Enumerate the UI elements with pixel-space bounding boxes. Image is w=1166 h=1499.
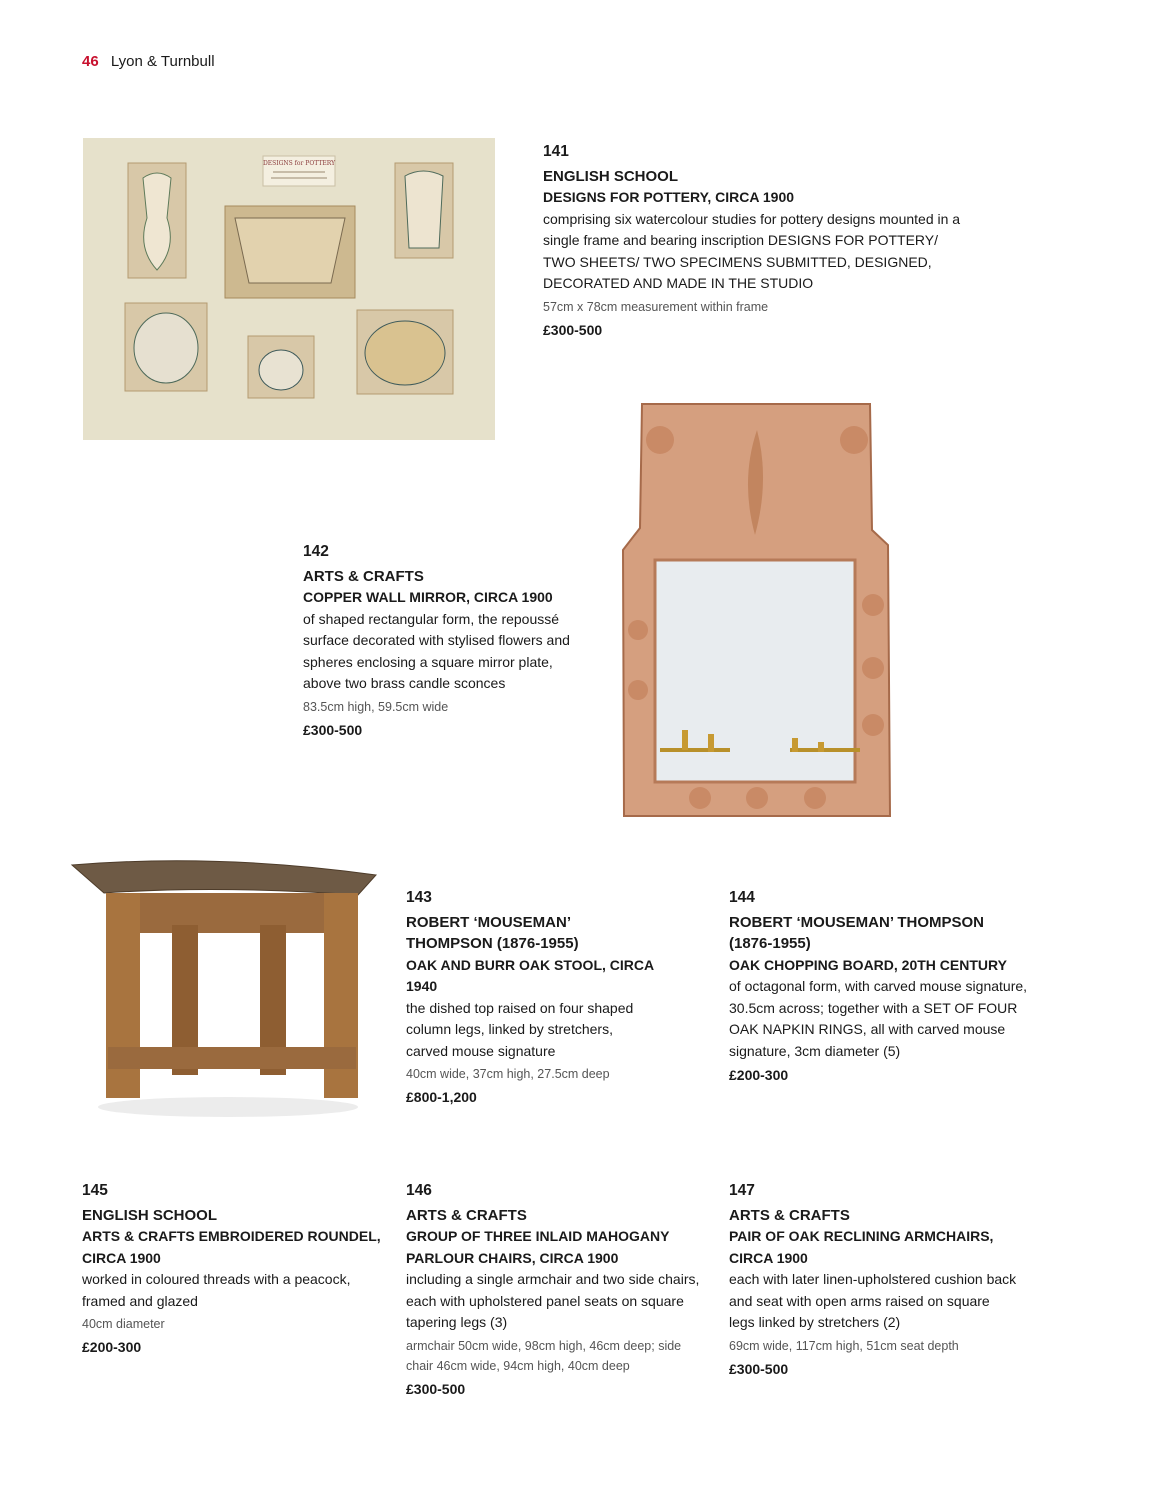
lot-dimensions: 69cm wide, 117cm high, 51cm seat depth xyxy=(729,1338,959,1353)
lot-dimensions: 57cm x 78cm measurement within frame xyxy=(543,299,769,314)
lot-description: of octagonal form, with carved mouse signature, 30.5cm across; together with a SET OF FOUR OAK NAPKIN RINGS, all with carved mouse signature, 3cm diameter (5) xyxy=(729,978,1028,1059)
lot-142-image xyxy=(620,400,895,820)
lot-number: 147 xyxy=(729,1182,755,1199)
publisher-name: Lyon & Turnbull xyxy=(110,53,215,70)
lot-description: each with later linen-upholstered cushion back and seat with open arms raised on square legs linked by stretchers (2) xyxy=(729,1271,1017,1330)
lot-estimate: £300-500 xyxy=(543,321,603,338)
lot-dimensions: 83.5cm high, 59.5cm wide xyxy=(303,699,449,714)
lot-title: ARTS & CRAFTS EMBROIDERED ROUNDEL, CIRCA 1900 xyxy=(82,1228,381,1266)
lot-artist: ROBERT ‘MOUSEMAN’ THOMPSON (1876-1955) xyxy=(729,913,985,952)
lot-description: comprising six watercolour studies for pottery designs mounted in a single frame and bearing inscription DESIGNS FOR POTTERY/ TWO SHEETS/ TWO SPECIMENS SUBMITTED, DESIGNED, DECORATED AND MADE IN THE STUDIO xyxy=(543,210,961,291)
lot-title: COPPER WALL MIRROR, CIRCA 1900 xyxy=(303,589,553,605)
lot-artist: ARTS & CRAFTS xyxy=(303,567,424,585)
lot-estimate: £300-500 xyxy=(303,721,363,738)
lot-artist: ARTS & CRAFTS xyxy=(406,1206,527,1224)
lot-145 xyxy=(82,1180,387,1359)
lot-description: of shaped rectangular form, the repoussé surface decorated with stylised flowers and spheres enclosing a square mirror plate, above two brass candle sconces xyxy=(303,610,570,691)
lot-title: PAIR OF OAK RECLINING ARMCHAIRS, CIRCA 1900 xyxy=(729,1228,994,1266)
lot-artist: ARTS & CRAFTS xyxy=(729,1206,850,1224)
lot-dimensions: 40cm wide, 37cm high, 27.5cm deep xyxy=(406,1067,610,1081)
lot-title: OAK AND BURR OAK STOOL, CIRCA 1940 xyxy=(406,956,654,994)
lot-estimate: £200-300 xyxy=(729,1067,789,1083)
lot-dimensions: 40cm diameter xyxy=(82,1317,165,1331)
lot-number: 145 xyxy=(82,1182,108,1199)
lot-artist: ENGLISH SCHOOL xyxy=(82,1206,218,1224)
lot-dimensions: armchair 50cm wide, 98cm high, 46cm deep; side chair 46cm wide, 94cm high, 40cm deep xyxy=(406,1338,682,1373)
lot-142 xyxy=(303,541,588,741)
page-header xyxy=(82,53,215,70)
lot-title: GROUP OF THREE INLAID MAHOGANY PARLOUR CHAIRS, CIRCA 1900 xyxy=(406,1228,670,1266)
lot-146 xyxy=(406,1180,706,1400)
lot-estimate: £300-500 xyxy=(406,1380,466,1397)
lot-artist: ENGLISH SCHOOL xyxy=(543,167,679,185)
lot-description: including a single armchair and two side chairs, each with upholstered panel seats on square tapering legs (3) xyxy=(406,1271,700,1330)
lot-description: the dished top raised on four shaped column legs, linked by stretchers, carved mouse signature xyxy=(406,999,634,1059)
pottery-card-text: DESIGNS for POTTERY xyxy=(262,160,336,167)
lot-number: 146 xyxy=(406,1182,432,1199)
lot-title: DESIGNS FOR POTTERY, CIRCA 1900 xyxy=(543,189,795,205)
lot-estimate: £300-500 xyxy=(729,1360,789,1377)
lot-artist: ROBERT ‘MOUSEMAN’ THOMPSON (1876-1955) xyxy=(406,913,579,952)
lot-number: 143 xyxy=(406,889,432,906)
lot-title: OAK CHOPPING BOARD, 20TH CENTURY xyxy=(729,956,1007,973)
lot-estimate: £800-1,200 xyxy=(406,1089,477,1105)
lot-number: 141 xyxy=(543,143,569,160)
lot-141-image xyxy=(83,138,495,440)
lot-number: 144 xyxy=(729,889,755,906)
lot-144 xyxy=(729,887,1029,1087)
lot-estimate: £200-300 xyxy=(82,1339,142,1355)
lot-description: worked in coloured threads with a peacock, framed and glazed xyxy=(82,1271,351,1309)
lot-141 xyxy=(543,141,963,341)
page-number: 46 xyxy=(82,53,99,70)
lot-number: 142 xyxy=(303,543,329,560)
lot-143-image xyxy=(68,855,380,1120)
lot-143 xyxy=(406,887,656,1109)
lot-147 xyxy=(729,1180,1019,1380)
